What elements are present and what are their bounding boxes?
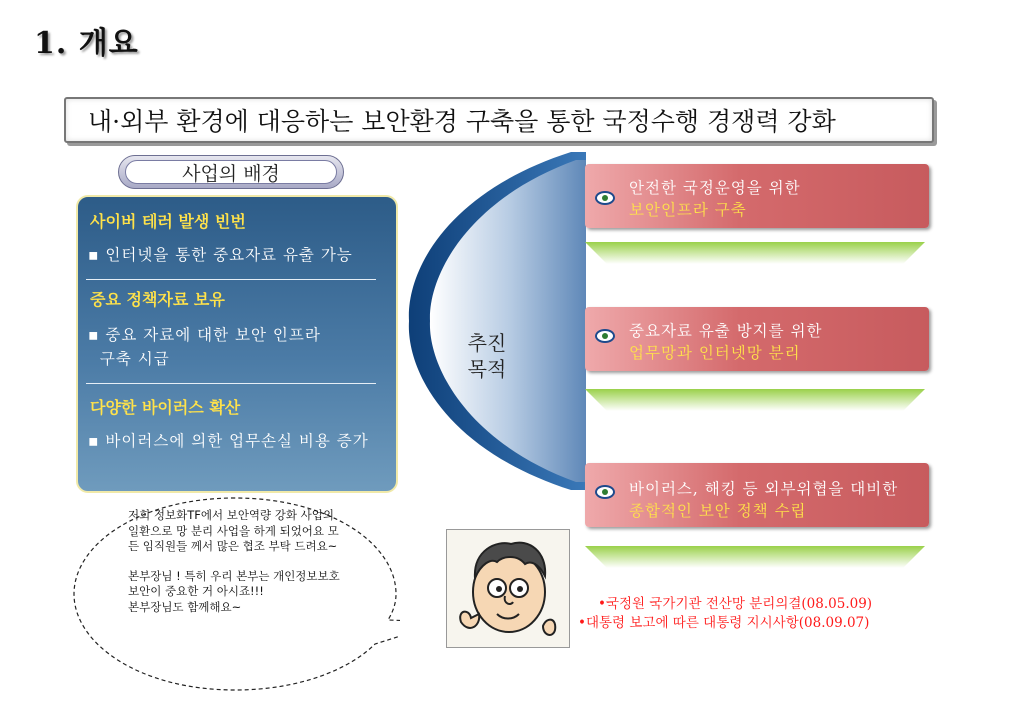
- eye-bullet-icon: [595, 329, 615, 343]
- goal-line2: 종합적인 보안 정책 수립: [629, 502, 807, 520]
- banner-headline: [64, 97, 934, 143]
- section-body-cyber: ▪ 인터넷을 통한 중요자료 유출 가능: [88, 246, 353, 264]
- section-divider: [86, 383, 376, 384]
- cartoon-character-icon: [447, 530, 569, 647]
- page-title: 1. 개요: [34, 26, 139, 61]
- goal-line1: 안전한 국정운영을 위한: [629, 179, 801, 197]
- background-heading-pill: [118, 155, 344, 189]
- goal-line2: 업무망과 인터넷망 분리: [629, 344, 801, 362]
- section-body-policy: ▪ 중요 자료에 대한 보안 인프라 구축 시급: [88, 326, 321, 368]
- purpose-label-line1: 추진: [467, 331, 507, 355]
- down-arrow-shape: [585, 546, 925, 568]
- purpose-label: [452, 330, 522, 382]
- section-title-policy: 중요 정책자료 보유: [90, 290, 225, 309]
- goal-box: [585, 164, 929, 228]
- purpose-arc: [406, 152, 586, 490]
- speech-text: [128, 508, 343, 615]
- note-line: •국정원 국가기관 전산망 분리의결(08.05.09): [598, 596, 873, 612]
- background-panel: [76, 195, 398, 493]
- speech-para: 본부장님 ! 특히 우리 본부는 개인정보보호 보안이 중요한 거 아시죠!!!: [128, 568, 340, 598]
- background-heading: 사업의 배경: [125, 160, 337, 184]
- section-title-cyber: 사이버 테러 발생 빈번: [90, 212, 246, 231]
- character-frame: [446, 529, 570, 648]
- down-arrow-shape: [585, 242, 925, 264]
- eye-bullet-icon: [595, 485, 615, 499]
- down-arrow-shape: [585, 389, 925, 411]
- speech-para: 본부장님도 함께해요~: [128, 599, 242, 614]
- goal-box: [585, 307, 929, 371]
- note-line: •대통령 보고에 따른 대통령 지시사항(08.09.07): [578, 615, 870, 631]
- speech-para: 저희 정보화TF에서 보안역량 강화 사업의 일환으로 망 분리 사업을 하게 되었어요 모든 임직원들 께서 많은 협조 부탁 드려요~: [128, 508, 339, 553]
- section-body-virus: ▪ 바이러스에 의한 업무손실 비용 증가: [88, 432, 369, 450]
- goal-line2: 보안인프라 구축: [629, 201, 747, 219]
- goal-line1: 중요자료 유출 방지를 위한: [629, 322, 823, 340]
- section-title-virus: 다양한 바이러스 확산: [90, 398, 241, 417]
- goal-line1: 바이러스, 해킹 등 외부위협을 대비한: [629, 480, 899, 498]
- purpose-label-line2: 목적: [467, 357, 507, 381]
- goal-box: [585, 463, 929, 527]
- eye-bullet-icon: [595, 191, 615, 205]
- banner-text: 내·외부 환경에 대응하는 보안환경 구축을 통한 국정수행 경쟁력 강화: [88, 107, 836, 136]
- section-divider: [86, 279, 376, 280]
